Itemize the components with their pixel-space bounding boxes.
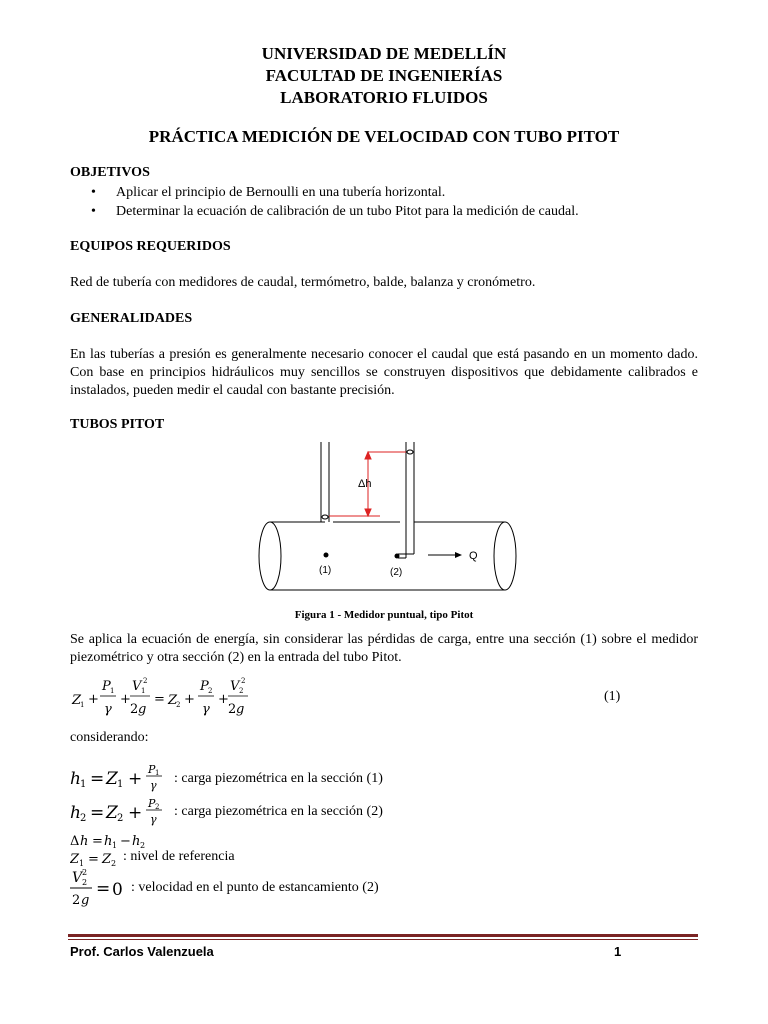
svg-text:2: 2 (239, 687, 244, 695)
svg-text:2: 2 (72, 893, 81, 908)
svg-text:1: 1 (141, 687, 146, 695)
svg-text:2: 2 (130, 702, 139, 717)
h2-formula (70, 796, 175, 828)
pitot-intro: Se aplica la ecuación de energía, sin considerar las pérdidas de carga, entre una sección (1) sobre el medidor piezométrico y otra sección (2) en la entrada del tubo Pitot. (70, 632, 698, 665)
svg-text:2: 2 (82, 878, 88, 887)
flow-label: Q (469, 550, 478, 562)
svg-text:=: = (90, 803, 105, 823)
svg-text:h: h (80, 834, 89, 849)
svg-text:P: P (148, 797, 156, 810)
svg-text:h: h (132, 834, 141, 849)
point-2-dot (395, 554, 400, 559)
svg-text:2: 2 (241, 677, 246, 685)
footer-divider-thin (68, 939, 698, 940)
footer-divider (68, 934, 698, 937)
h1-formula (70, 762, 175, 794)
svg-text:1: 1 (80, 779, 87, 790)
svg-text:Z: Z (106, 803, 118, 823)
point-2-label: (2) (390, 567, 403, 578)
svg-text:h: h (70, 803, 81, 823)
point-1-label: (1) (319, 565, 332, 576)
svg-text:2: 2 (140, 841, 146, 850)
svg-text:1: 1 (117, 779, 124, 790)
delta-h-formula (70, 830, 160, 850)
z-description: : nivel de referencia (123, 849, 235, 864)
general-heading: GENERALIDADES (70, 311, 193, 326)
svg-text:=: = (96, 879, 111, 899)
svg-text:P: P (148, 763, 156, 776)
footer-author: Prof. Carlos Valenzuela (70, 944, 214, 959)
page-number: 1 (614, 944, 622, 959)
list-item: • Determinar la ecuación de calibración de un tubo Pitot para la medición de caudal. (91, 204, 579, 219)
svg-text:γ: γ (104, 702, 112, 717)
considering-label: considerando: (70, 730, 149, 745)
objectives-heading: OBJETIVOS (70, 165, 150, 180)
svg-text:h: h (104, 834, 113, 849)
pitot-tube (398, 442, 414, 558)
svg-text:+: + (88, 692, 99, 707)
svg-text:+: + (218, 692, 229, 707)
svg-text:Z: Z (70, 852, 80, 867)
figure-caption: Figura 1 - Medidor puntual, tipo Pitot (294, 609, 474, 621)
lab-name: LABORATORIO FLUIDOS (280, 88, 488, 107)
velocity-formula (70, 866, 130, 910)
university-name: UNIVERSIDAD DE MEDELLÍN (261, 44, 507, 63)
svg-text:V: V (132, 679, 142, 694)
svg-text:2: 2 (80, 813, 87, 824)
svg-text:0: 0 (112, 880, 123, 900)
flow-arrow-icon (428, 552, 462, 558)
z-formula (70, 848, 130, 868)
svg-text:V: V (72, 870, 83, 886)
velocity-description: : velocidad en el punto de estancamiento (2) (131, 880, 379, 895)
faculty-name: FACULTAD DE INGENIERÍAS (265, 66, 503, 85)
svg-text:2: 2 (143, 677, 148, 685)
svg-text:2: 2 (208, 687, 213, 695)
svg-text:=: = (88, 852, 99, 867)
svg-text:+: + (128, 803, 143, 823)
svg-text:Z: Z (72, 693, 82, 708)
svg-text:1: 1 (80, 701, 85, 709)
svg-text:−: − (120, 834, 131, 849)
svg-text:=: = (154, 692, 165, 707)
svg-text:2: 2 (176, 701, 181, 709)
svg-text:2: 2 (228, 702, 237, 717)
svg-text:2: 2 (82, 868, 88, 877)
energy-equation (70, 675, 270, 721)
svg-text:+: + (184, 692, 195, 707)
h1-description: : carga piezométrica en la sección (1) (174, 771, 383, 786)
svg-text:V: V (230, 679, 240, 694)
piezometer-tube (321, 442, 329, 522)
document-title: PRÁCTICA MEDICIÓN DE VELOCIDAD CON TUBO PITOT (148, 127, 620, 146)
bullet-icon: • (91, 204, 96, 219)
equipment-heading: EQUIPOS REQUERIDOS (70, 239, 231, 254)
list-item: • Aplicar el principio de Bernoulli en una tubería horizontal. (91, 185, 446, 200)
svg-text:2: 2 (117, 813, 124, 824)
svg-text:Δ: Δ (70, 834, 80, 849)
svg-text:=: = (90, 769, 105, 789)
svg-text:P: P (102, 679, 111, 694)
svg-text:+: + (120, 692, 131, 707)
svg-text:=: = (92, 834, 103, 849)
svg-text:h: h (70, 769, 81, 789)
svg-text:1: 1 (110, 687, 115, 695)
h2-description: : carga piezométrica en la sección (2) (174, 804, 383, 819)
equation-number: (1) (604, 689, 621, 704)
svg-text:1: 1 (155, 769, 160, 777)
svg-text:Z: Z (102, 852, 112, 867)
svg-text:2: 2 (155, 803, 160, 811)
point-1-dot (324, 553, 329, 558)
svg-text:γ: γ (150, 813, 157, 826)
svg-text:P: P (200, 679, 209, 694)
svg-text:Z: Z (168, 693, 178, 708)
pitot-diagram (250, 438, 520, 598)
svg-text:Z: Z (106, 769, 118, 789)
svg-text:g: g (236, 702, 245, 717)
svg-text:γ: γ (150, 779, 157, 792)
svg-text:g: g (81, 893, 90, 908)
svg-text:g: g (138, 702, 147, 717)
delta-h-label: Δh (358, 478, 372, 490)
equipment-text: Red de tubería con medidores de caudal, termómetro, balde, balanza y cronómetro. (70, 275, 536, 290)
svg-text:1: 1 (112, 841, 118, 850)
svg-text:2: 2 (111, 859, 117, 868)
svg-text:+: + (128, 769, 143, 789)
svg-text:1: 1 (79, 859, 85, 868)
svg-text:γ: γ (202, 702, 210, 717)
objectives-list (70, 183, 579, 221)
general-text: En las tuberías a presión es generalmente necesario conocer el caudal que está pasando en un momento dado. Con base en principios hidráulicos muy sencillos se construyen dispositivos que debidamente calibrados e instalados, pueden medir el caudal con bastante precisión. (70, 347, 698, 398)
pitot-heading: TUBOS PITOT (70, 417, 165, 432)
bullet-icon: • (91, 185, 96, 200)
